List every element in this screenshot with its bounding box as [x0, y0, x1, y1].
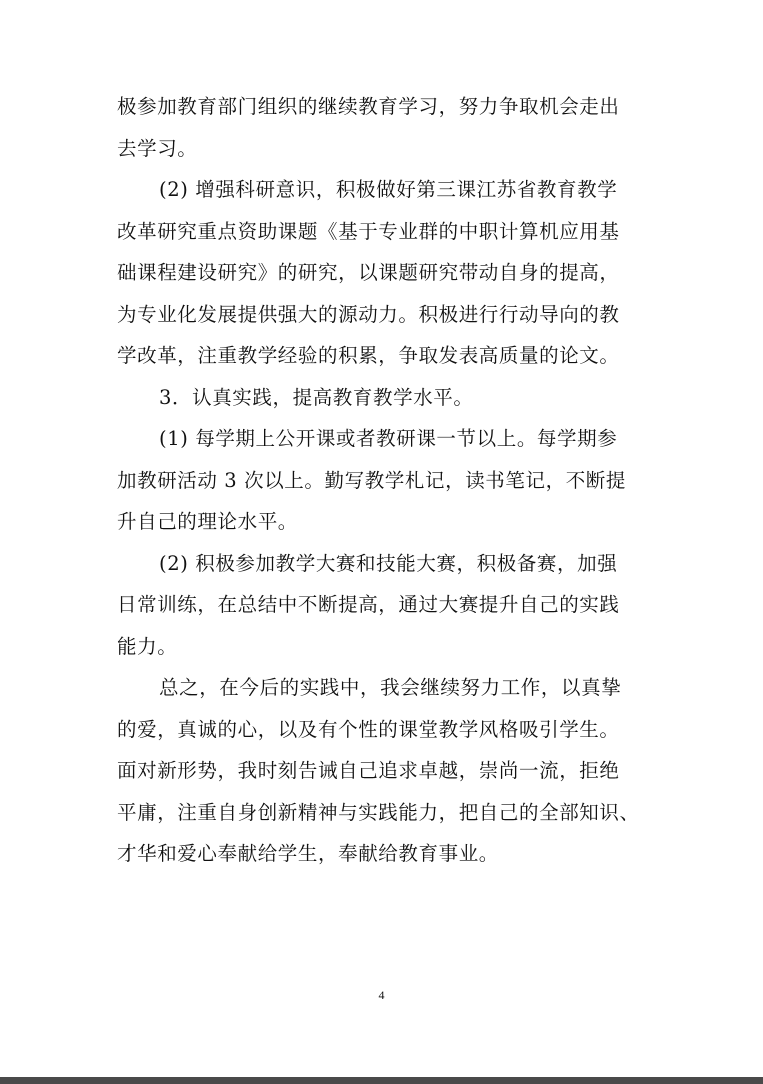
text-line: 面对新形势，我时刻告诫自己追求卓越，崇尚一流，拒绝	[117, 759, 620, 782]
page-number: 4	[378, 988, 385, 1002]
text-line: 总之，在今后的实践中，我会继续努力工作，以真挚	[159, 676, 622, 699]
text-line: 的爱，真诚的心，以及有个性的课堂教学风格吸引学生。	[117, 717, 620, 741]
text-line: 改革研究重点资助课题《基于专业群的中职计算机应用基	[117, 219, 620, 243]
paragraph-open-class	[117, 418, 635, 543]
section-heading-practice	[117, 377, 635, 419]
text-line: 去学习。	[117, 136, 198, 160]
text-line: 础课程建设研究》的研究，以课题研究带动自身的提高，	[117, 261, 620, 284]
text-line: 升自己的理论水平。	[117, 510, 298, 533]
text-line: 3．认真实践，提高教育教学水平。	[159, 385, 474, 409]
paragraph-continuing-education	[117, 86, 635, 169]
text-line: 才华和爱心奉献给学生，奉献给教育事业。	[117, 842, 499, 865]
text-line: (2) 积极参加教学大赛和技能大赛，积极备赛，加强	[159, 551, 618, 575]
text-line: (2) 增强科研意识，积极做好第三课江苏省教育教学	[159, 178, 618, 201]
paragraph-conclusion	[117, 667, 640, 875]
text-line: 为专业化发展提供强大的源动力。积极进行行动导向的教	[117, 302, 620, 326]
paragraph-research-awareness	[117, 169, 635, 377]
text-line: 能力。	[117, 634, 178, 658]
page-bottom-border	[0, 1077, 763, 1084]
text-line: 日常训练，在总结中不断提高，通过大赛提升自己的实践	[117, 593, 620, 616]
document-body	[117, 86, 640, 875]
paragraph-competitions	[117, 543, 635, 668]
text-line: 加教研活动 3 次以上。勤写教学札记，读书笔记，不断提	[117, 468, 627, 492]
text-line: (1) 每学期上公开课或者教研课一节以上。每学期参	[159, 427, 618, 450]
text-line: 学改革，注重教学经验的积累，争取发表高质量的论文。	[117, 344, 620, 367]
text-line: 平庸，注重自身创新精神与实践能力，把自己的全部知识、	[117, 800, 640, 824]
text-line: 极参加教育部门组织的继续教育学习，努力争取机会走出	[117, 95, 620, 118]
